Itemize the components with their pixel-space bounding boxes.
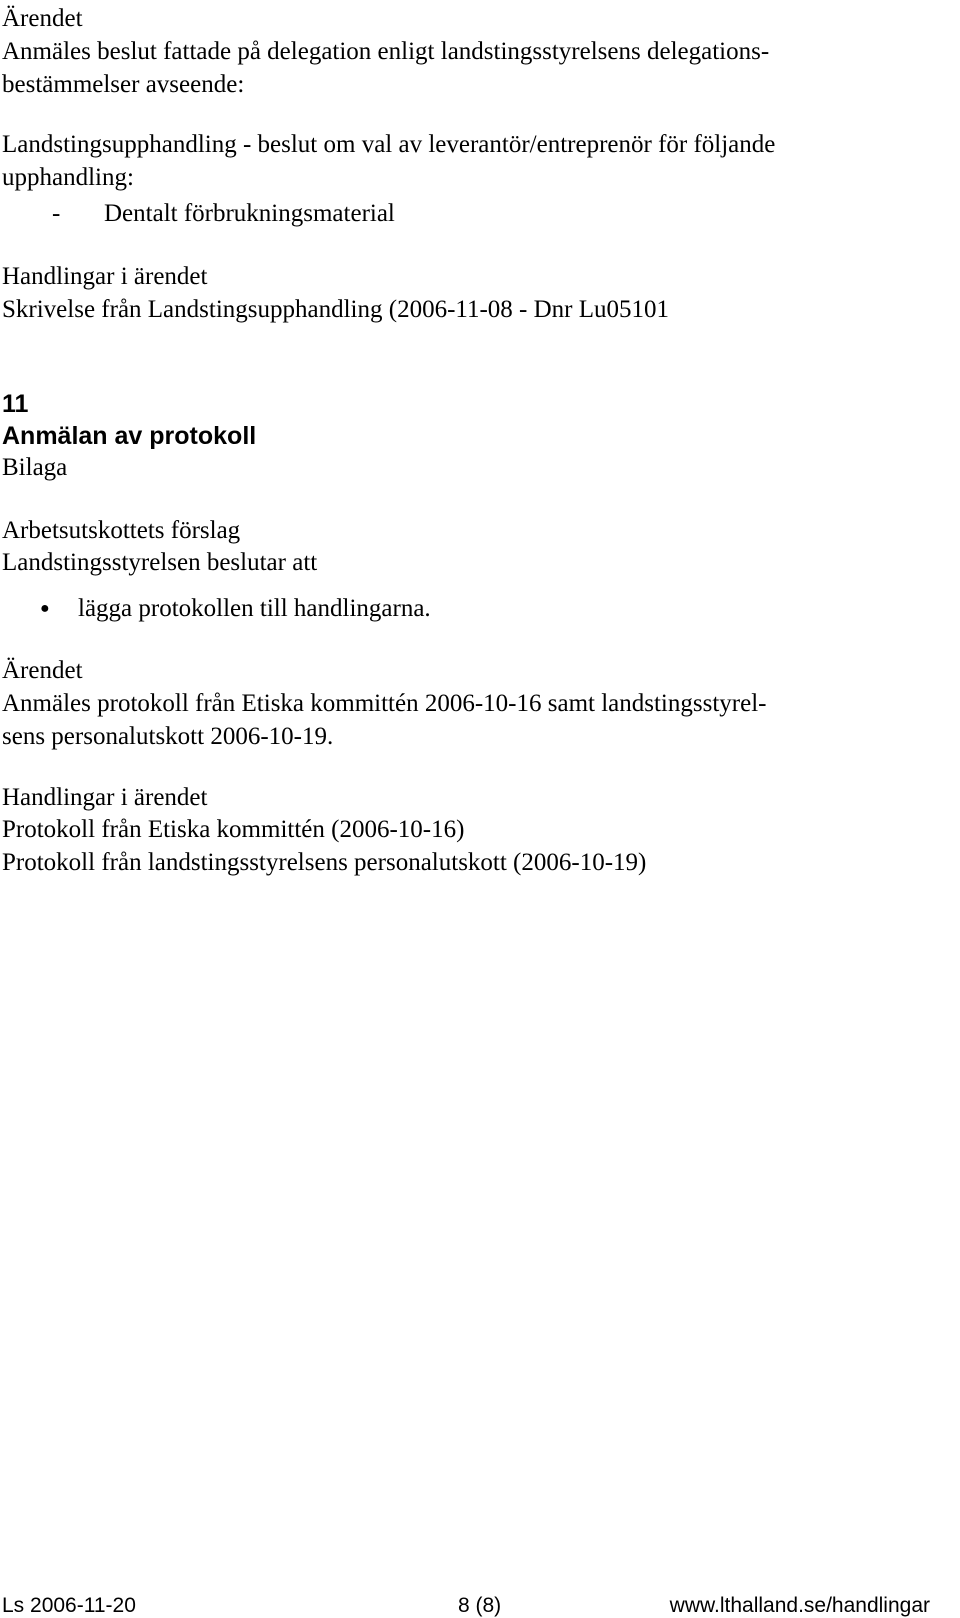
heading-handlingar: Handlingar i ärendet [2, 263, 208, 290]
item-title: Anmälan av protokoll [2, 422, 257, 450]
forslag-text: Landstingsstyrelsen beslutar att [2, 549, 318, 576]
heading-forslag: Arbetsutskottets förslag [2, 517, 241, 544]
item-number: 11 [2, 390, 29, 418]
text-line: Protokoll från Etiska kommittén (2006-10-16) [2, 816, 465, 843]
handlingar-text: Skrivelse från Landstingsupphandling (2006-11-08 - Dnr Lu05101 [2, 296, 670, 323]
text-line: Anmäles beslut fattade på delegation enligt landstingsstyrelsens delegations- [2, 38, 770, 65]
page-footer [0, 1594, 960, 1618]
bullet-text: lägga protokollen till handlingarna. [78, 595, 431, 622]
dash-list-item [2, 197, 395, 230]
text-line: bestämmelser avseende: [2, 71, 245, 98]
dash-item-text: Dentalt förbrukningsmaterial [104, 200, 395, 227]
text-line: Anmäles protokoll från Etiska kommittén 2006-10-16 samt landstingsstyrel- [2, 690, 767, 717]
text-line: Landstingsupphandling - beslut om val av leverantör/entreprenör för följande [2, 131, 776, 158]
footer-link[interactable]: www.lthalland.se/handlingar [669, 1594, 930, 1617]
arendet-paragraph [2, 35, 940, 101]
upphandling-paragraph [2, 128, 940, 194]
handlingar-11-list [2, 813, 940, 879]
heading-handlingar-11: Handlingar i ärendet [2, 784, 208, 811]
arendet-11-paragraph [2, 687, 940, 753]
bullet-item [2, 592, 431, 625]
heading-arendet-11: Ärendet [2, 657, 83, 684]
footer-page-number: 8 (8) [458, 1594, 502, 1617]
dash-marker: - [52, 200, 61, 227]
text-line: upphandling: [2, 164, 134, 191]
bullet-icon: ● [40, 600, 50, 617]
bilaga-label: Bilaga [2, 454, 68, 481]
text-line: Protokoll från landstingsstyrelsens personalutskott (2006-10-19) [2, 849, 647, 876]
heading-arendet: Ärendet [2, 5, 83, 32]
text-line: sens personalutskott 2006-10-19. [2, 723, 334, 750]
footer-date: Ls 2006-11-20 [2, 1594, 136, 1617]
